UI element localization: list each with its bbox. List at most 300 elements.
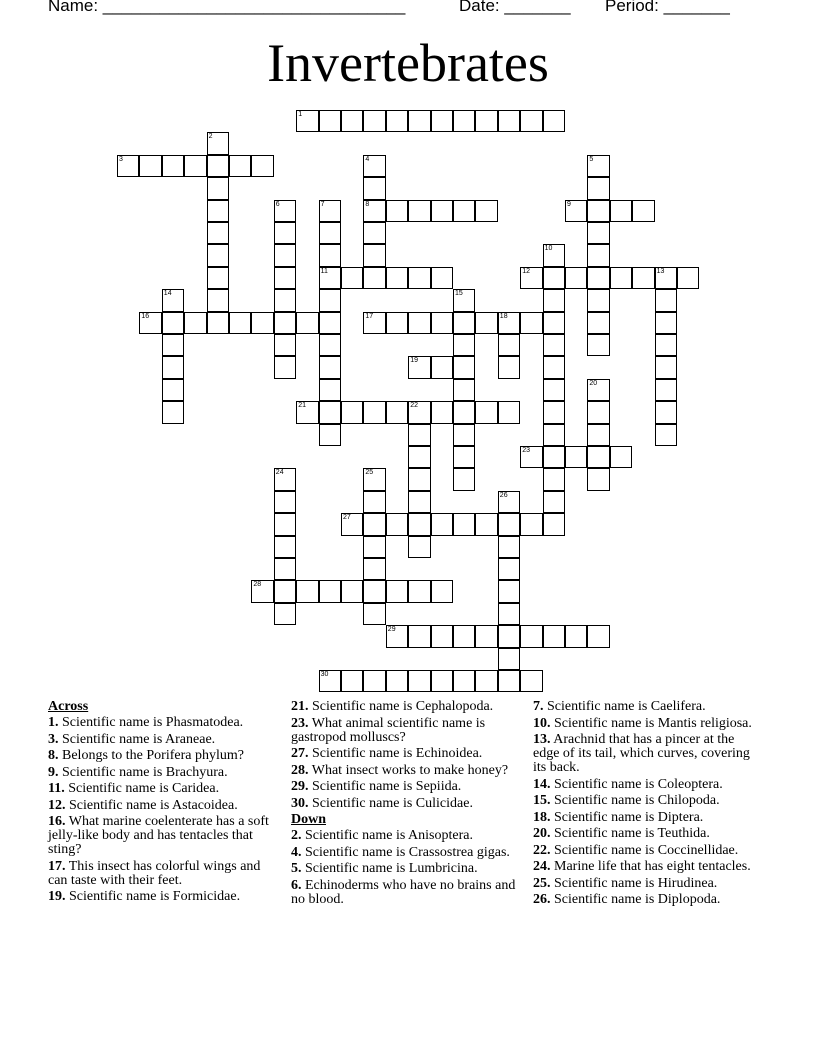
grid-cell[interactable]	[520, 670, 542, 692]
grid-cell[interactable]	[274, 222, 296, 244]
letter-input[interactable]	[163, 158, 183, 176]
grid-cell[interactable]	[386, 401, 408, 423]
grid-cell[interactable]	[520, 267, 542, 289]
grid-cell[interactable]	[251, 580, 273, 602]
grid-cell[interactable]	[319, 110, 341, 132]
letter-input[interactable]	[163, 404, 183, 422]
grid-cell[interactable]	[498, 670, 520, 692]
grid-cell[interactable]	[296, 110, 318, 132]
grid-cell[interactable]	[363, 558, 385, 580]
letter-input[interactable]	[409, 494, 429, 512]
grid-cell[interactable]	[431, 200, 453, 222]
letter-input[interactable]	[588, 158, 608, 176]
letter-input[interactable]	[320, 359, 340, 377]
letter-input[interactable]	[163, 382, 183, 400]
grid-cell[interactable]	[341, 110, 363, 132]
letter-input[interactable]	[387, 113, 407, 131]
grid-cell[interactable]	[274, 334, 296, 356]
grid-cell[interactable]	[453, 424, 475, 446]
grid-cell[interactable]	[363, 200, 385, 222]
letter-input[interactable]	[297, 113, 317, 131]
letter-input[interactable]	[409, 404, 429, 422]
letter-input[interactable]	[409, 583, 429, 601]
grid-cell[interactable]	[543, 625, 565, 647]
letter-input[interactable]	[208, 135, 228, 153]
grid-cell[interactable]	[386, 625, 408, 647]
letter-input[interactable]	[387, 516, 407, 534]
letter-input[interactable]	[454, 382, 474, 400]
grid-cell[interactable]	[274, 536, 296, 558]
letter-input[interactable]	[432, 315, 452, 333]
letter-input[interactable]	[320, 337, 340, 355]
letter-input[interactable]	[454, 315, 474, 333]
grid-cell[interactable]	[296, 312, 318, 334]
letter-input[interactable]	[499, 359, 519, 377]
letter-input[interactable]	[566, 203, 586, 221]
letter-input[interactable]	[364, 561, 384, 579]
letter-input[interactable]	[275, 583, 295, 601]
grid-cell[interactable]	[587, 200, 609, 222]
letter-input[interactable]	[364, 180, 384, 198]
grid-cell[interactable]	[386, 312, 408, 334]
letter-input[interactable]	[499, 651, 519, 669]
grid-cell[interactable]	[587, 312, 609, 334]
letter-input[interactable]	[208, 292, 228, 310]
grid-cell[interactable]	[520, 312, 542, 334]
letter-input[interactable]	[544, 292, 564, 310]
grid-cell[interactable]	[453, 312, 475, 334]
grid-cell[interactable]	[408, 491, 430, 513]
letter-input[interactable]	[566, 628, 586, 646]
letter-input[interactable]	[499, 628, 519, 646]
grid-cell[interactable]	[453, 110, 475, 132]
letter-input[interactable]	[588, 449, 608, 467]
letter-input[interactable]	[342, 583, 362, 601]
letter-input[interactable]	[588, 292, 608, 310]
grid-cell[interactable]	[453, 401, 475, 423]
grid-cell[interactable]	[207, 177, 229, 199]
grid-cell[interactable]	[162, 289, 184, 311]
letter-input[interactable]	[275, 494, 295, 512]
grid-cell[interactable]	[274, 491, 296, 513]
grid-cell[interactable]	[587, 222, 609, 244]
grid-cell[interactable]	[363, 244, 385, 266]
grid-cell[interactable]	[408, 446, 430, 468]
grid-cell[interactable]	[453, 513, 475, 535]
grid-cell[interactable]	[475, 110, 497, 132]
grid-cell[interactable]	[274, 267, 296, 289]
letter-input[interactable]	[163, 292, 183, 310]
grid-cell[interactable]	[453, 334, 475, 356]
grid-cell[interactable]	[587, 424, 609, 446]
grid-cell[interactable]	[319, 200, 341, 222]
letter-input[interactable]	[297, 315, 317, 333]
grid-cell[interactable]	[363, 222, 385, 244]
grid-cell[interactable]	[408, 513, 430, 535]
grid-cell[interactable]	[587, 625, 609, 647]
letter-input[interactable]	[208, 270, 228, 288]
letter-input[interactable]	[454, 628, 474, 646]
letter-input[interactable]	[409, 628, 429, 646]
grid-cell[interactable]	[139, 312, 161, 334]
letter-input[interactable]	[387, 270, 407, 288]
letter-input[interactable]	[499, 337, 519, 355]
grid-cell[interactable]	[117, 155, 139, 177]
grid-cell[interactable]	[655, 401, 677, 423]
grid-cell[interactable]	[319, 379, 341, 401]
letter-input[interactable]	[499, 315, 519, 333]
grid-cell[interactable]	[408, 267, 430, 289]
letter-input[interactable]	[252, 315, 272, 333]
letter-input[interactable]	[499, 113, 519, 131]
letter-input[interactable]	[521, 113, 541, 131]
grid-cell[interactable]	[207, 155, 229, 177]
grid-cell[interactable]	[408, 468, 430, 490]
letter-input[interactable]	[163, 337, 183, 355]
grid-cell[interactable]	[319, 267, 341, 289]
letter-input[interactable]	[588, 315, 608, 333]
grid-cell[interactable]	[655, 289, 677, 311]
grid-cell[interactable]	[296, 401, 318, 423]
grid-cell[interactable]	[408, 110, 430, 132]
letter-input[interactable]	[476, 315, 496, 333]
letter-input[interactable]	[454, 203, 474, 221]
letter-input[interactable]	[633, 270, 653, 288]
letter-input[interactable]	[454, 113, 474, 131]
letter-input[interactable]	[118, 158, 138, 176]
letter-input[interactable]	[409, 359, 429, 377]
grid-cell[interactable]	[520, 513, 542, 535]
letter-input[interactable]	[409, 203, 429, 221]
letter-input[interactable]	[387, 404, 407, 422]
grid-cell[interactable]	[274, 356, 296, 378]
grid-cell[interactable]	[207, 312, 229, 334]
grid-cell[interactable]	[543, 110, 565, 132]
letter-input[interactable]	[566, 449, 586, 467]
grid-cell[interactable]	[520, 625, 542, 647]
grid-cell[interactable]	[431, 312, 453, 334]
letter-input[interactable]	[275, 337, 295, 355]
letter-input[interactable]	[163, 315, 183, 333]
grid-cell[interactable]	[184, 155, 206, 177]
grid-cell[interactable]	[341, 670, 363, 692]
letter-input[interactable]	[656, 270, 676, 288]
grid-cell[interactable]	[251, 312, 273, 334]
letter-input[interactable]	[275, 561, 295, 579]
grid-cell[interactable]	[543, 334, 565, 356]
letter-input[interactable]	[409, 113, 429, 131]
letter-input[interactable]	[364, 583, 384, 601]
letter-input[interactable]	[252, 583, 272, 601]
grid-cell[interactable]	[453, 289, 475, 311]
letter-input[interactable]	[544, 359, 564, 377]
letter-input[interactable]	[320, 292, 340, 310]
grid-cell[interactable]	[475, 625, 497, 647]
letter-input[interactable]	[499, 606, 519, 624]
grid-cell[interactable]	[587, 289, 609, 311]
grid-cell[interactable]	[386, 670, 408, 692]
grid-cell[interactable]	[498, 110, 520, 132]
letter-input[interactable]	[185, 315, 205, 333]
letter-input[interactable]	[275, 516, 295, 534]
letter-input[interactable]	[499, 516, 519, 534]
grid-cell[interactable]	[341, 267, 363, 289]
letter-input[interactable]	[409, 315, 429, 333]
letter-input[interactable]	[588, 180, 608, 198]
letter-input[interactable]	[544, 494, 564, 512]
letter-input[interactable]	[364, 203, 384, 221]
letter-input[interactable]	[364, 539, 384, 557]
grid-cell[interactable]	[587, 468, 609, 490]
letter-input[interactable]	[544, 404, 564, 422]
grid-cell[interactable]	[498, 401, 520, 423]
letter-input[interactable]	[588, 270, 608, 288]
grid-cell[interactable]	[632, 200, 654, 222]
letter-input[interactable]	[588, 337, 608, 355]
grid-cell[interactable]	[587, 401, 609, 423]
grid-cell[interactable]	[363, 603, 385, 625]
letter-input[interactable]	[656, 315, 676, 333]
letter-input[interactable]	[432, 673, 452, 691]
grid-cell[interactable]	[543, 468, 565, 490]
grid-cell[interactable]	[386, 580, 408, 602]
grid-cell[interactable]	[319, 424, 341, 446]
letter-input[interactable]	[476, 203, 496, 221]
letter-input[interactable]	[544, 427, 564, 445]
letter-input[interactable]	[320, 427, 340, 445]
letter-input[interactable]	[409, 516, 429, 534]
letter-input[interactable]	[454, 471, 474, 489]
grid-cell[interactable]	[475, 312, 497, 334]
letter-input[interactable]	[656, 404, 676, 422]
grid-cell[interactable]	[565, 625, 587, 647]
grid-cell[interactable]	[543, 491, 565, 513]
letter-input[interactable]	[432, 270, 452, 288]
grid-cell[interactable]	[453, 379, 475, 401]
letter-input[interactable]	[275, 471, 295, 489]
letter-input[interactable]	[320, 583, 340, 601]
letter-input[interactable]	[544, 449, 564, 467]
grid-cell[interactable]	[587, 244, 609, 266]
grid-cell[interactable]	[363, 670, 385, 692]
letter-input[interactable]	[432, 359, 452, 377]
letter-input[interactable]	[275, 539, 295, 557]
grid-cell[interactable]	[363, 580, 385, 602]
letter-input[interactable]	[454, 404, 474, 422]
letter-input[interactable]	[454, 516, 474, 534]
letter-input[interactable]	[499, 561, 519, 579]
grid-cell[interactable]	[543, 424, 565, 446]
grid-cell[interactable]	[587, 155, 609, 177]
grid-cell[interactable]	[319, 670, 341, 692]
grid-cell[interactable]	[162, 379, 184, 401]
letter-input[interactable]	[521, 516, 541, 534]
grid-cell[interactable]	[162, 312, 184, 334]
letter-input[interactable]	[588, 427, 608, 445]
grid-cell[interactable]	[274, 558, 296, 580]
letter-input[interactable]	[656, 427, 676, 445]
letter-input[interactable]	[364, 225, 384, 243]
letter-input[interactable]	[678, 270, 698, 288]
grid-cell[interactable]	[565, 200, 587, 222]
date-field[interactable]: Date: _______	[459, 0, 571, 15]
grid-cell[interactable]	[363, 110, 385, 132]
letter-input[interactable]	[476, 673, 496, 691]
letter-input[interactable]	[476, 113, 496, 131]
grid-cell[interactable]	[162, 401, 184, 423]
grid-cell[interactable]	[431, 513, 453, 535]
letter-input[interactable]	[656, 359, 676, 377]
period-field[interactable]: Period: _______	[605, 0, 730, 15]
letter-input[interactable]	[588, 628, 608, 646]
grid-cell[interactable]	[655, 334, 677, 356]
grid-cell[interactable]	[453, 468, 475, 490]
grid-cell[interactable]	[162, 356, 184, 378]
grid-cell[interactable]	[363, 536, 385, 558]
letter-input[interactable]	[275, 359, 295, 377]
letter-input[interactable]	[432, 583, 452, 601]
letter-input[interactable]	[521, 673, 541, 691]
letter-input[interactable]	[544, 113, 564, 131]
letter-input[interactable]	[275, 270, 295, 288]
grid-cell[interactable]	[341, 401, 363, 423]
grid-cell[interactable]	[453, 670, 475, 692]
letter-input[interactable]	[208, 315, 228, 333]
letter-input[interactable]	[432, 404, 452, 422]
letter-input[interactable]	[230, 315, 250, 333]
letter-input[interactable]	[364, 673, 384, 691]
grid-cell[interactable]	[610, 200, 632, 222]
letter-input[interactable]	[364, 270, 384, 288]
grid-cell[interactable]	[498, 580, 520, 602]
letter-input[interactable]	[387, 628, 407, 646]
grid-cell[interactable]	[363, 312, 385, 334]
grid-cell[interactable]	[498, 536, 520, 558]
grid-cell[interactable]	[655, 267, 677, 289]
grid-cell[interactable]	[162, 155, 184, 177]
letter-input[interactable]	[499, 539, 519, 557]
letter-input[interactable]	[364, 113, 384, 131]
letter-input[interactable]	[320, 404, 340, 422]
letter-input[interactable]	[521, 315, 541, 333]
grid-cell[interactable]	[363, 177, 385, 199]
grid-cell[interactable]	[431, 670, 453, 692]
letter-input[interactable]	[454, 449, 474, 467]
grid-cell[interactable]	[610, 446, 632, 468]
grid-cell[interactable]	[408, 670, 430, 692]
letter-input[interactable]	[342, 270, 362, 288]
grid-cell[interactable]	[475, 670, 497, 692]
grid-cell[interactable]	[386, 200, 408, 222]
letter-input[interactable]	[454, 427, 474, 445]
letter-input[interactable]	[409, 449, 429, 467]
grid-cell[interactable]	[543, 356, 565, 378]
letter-input[interactable]	[409, 673, 429, 691]
grid-cell[interactable]	[274, 289, 296, 311]
grid-cell[interactable]	[543, 513, 565, 535]
grid-cell[interactable]	[453, 200, 475, 222]
letter-input[interactable]	[320, 315, 340, 333]
letter-input[interactable]	[163, 359, 183, 377]
grid-cell[interactable]	[475, 401, 497, 423]
letter-input[interactable]	[275, 292, 295, 310]
grid-cell[interactable]	[655, 379, 677, 401]
letter-input[interactable]	[208, 225, 228, 243]
grid-cell[interactable]	[184, 312, 206, 334]
letter-input[interactable]	[432, 516, 452, 534]
grid-cell[interactable]	[408, 536, 430, 558]
letter-input[interactable]	[208, 203, 228, 221]
letter-input[interactable]	[342, 113, 362, 131]
grid-cell[interactable]	[319, 244, 341, 266]
letter-input[interactable]	[320, 673, 340, 691]
grid-cell[interactable]	[386, 513, 408, 535]
letter-input[interactable]	[409, 427, 429, 445]
grid-cell[interactable]	[408, 401, 430, 423]
grid-cell[interactable]	[498, 334, 520, 356]
name-field[interactable]: Name: ________________________________	[48, 0, 406, 15]
grid-cell[interactable]	[386, 110, 408, 132]
grid-cell[interactable]	[498, 356, 520, 378]
letter-input[interactable]	[633, 203, 653, 221]
grid-cell[interactable]	[319, 312, 341, 334]
grid-cell[interactable]	[431, 625, 453, 647]
grid-cell[interactable]	[363, 267, 385, 289]
grid-cell[interactable]	[274, 468, 296, 490]
grid-cell[interactable]	[587, 177, 609, 199]
letter-input[interactable]	[364, 404, 384, 422]
letter-input[interactable]	[544, 382, 564, 400]
letter-input[interactable]	[342, 404, 362, 422]
grid-cell[interactable]	[543, 289, 565, 311]
letter-input[interactable]	[544, 516, 564, 534]
grid-cell[interactable]	[341, 513, 363, 535]
letter-input[interactable]	[208, 247, 228, 265]
grid-cell[interactable]	[207, 289, 229, 311]
grid-cell[interactable]	[251, 155, 273, 177]
grid-cell[interactable]	[363, 491, 385, 513]
letter-input[interactable]	[588, 382, 608, 400]
letter-input[interactable]	[409, 270, 429, 288]
grid-cell[interactable]	[543, 379, 565, 401]
letter-input[interactable]	[588, 247, 608, 265]
letter-input[interactable]	[544, 247, 564, 265]
letter-input[interactable]	[544, 471, 564, 489]
grid-cell[interactable]	[543, 267, 565, 289]
letter-input[interactable]	[566, 270, 586, 288]
grid-cell[interactable]	[498, 312, 520, 334]
grid-cell[interactable]	[431, 267, 453, 289]
letter-input[interactable]	[275, 203, 295, 221]
grid-cell[interactable]	[319, 289, 341, 311]
letter-input[interactable]	[544, 315, 564, 333]
grid-cell[interactable]	[453, 625, 475, 647]
grid-cell[interactable]	[543, 312, 565, 334]
grid-cell[interactable]	[431, 401, 453, 423]
grid-cell[interactable]	[408, 424, 430, 446]
grid-cell[interactable]	[632, 267, 654, 289]
grid-cell[interactable]	[431, 356, 453, 378]
grid-cell[interactable]	[408, 625, 430, 647]
letter-input[interactable]	[454, 673, 474, 691]
letter-input[interactable]	[140, 315, 160, 333]
letter-input[interactable]	[364, 471, 384, 489]
grid-cell[interactable]	[274, 513, 296, 535]
grid-cell[interactable]	[610, 267, 632, 289]
letter-input[interactable]	[185, 158, 205, 176]
grid-cell[interactable]	[363, 401, 385, 423]
letter-input[interactable]	[476, 628, 496, 646]
